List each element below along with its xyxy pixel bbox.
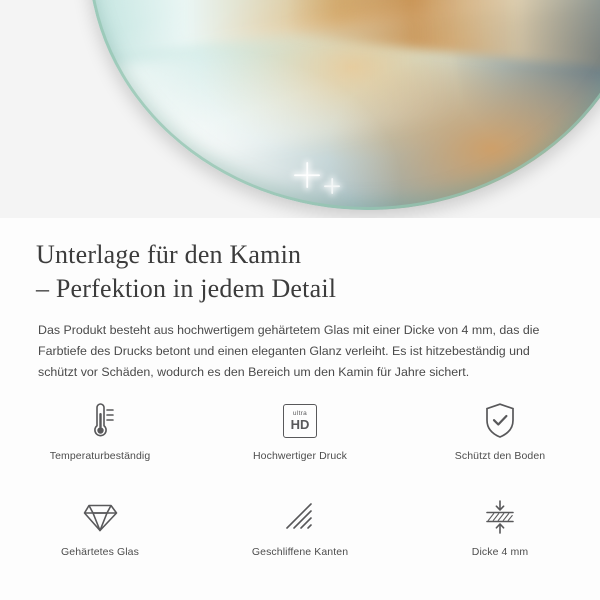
feature-label: Geschliffene Kanten (251, 546, 349, 558)
feature-label: Temperaturbeständig (49, 450, 151, 462)
feature-label: Schützt den Boden (454, 450, 546, 462)
thickness-arrows-icon (482, 496, 518, 538)
feature-item-thickness (400, 488, 600, 576)
polished-edges-icon (283, 496, 317, 538)
sparkle-icon (294, 162, 320, 188)
feature-grid (0, 392, 600, 576)
glass-plate-product-image (88, 0, 600, 210)
thermometer-icon (83, 400, 117, 442)
badge-bottom-text: HD (290, 417, 310, 433)
page-title-line-2: – Perfektion in jedem Detail (36, 274, 337, 303)
text-content (0, 218, 600, 383)
description-paragraph: Das Produkt besteht aus hochwertigem gehärtetem Glas mit einer Dicke von 4 mm, das die Farbtiefe des Drucks betont und einen eleganten Glanz verleiht. Es ist hitzebeständig und schützt vor Schäden, wodurch es den Bereich um den Kamin für Jahre sichert. (38, 323, 540, 379)
ultra-hd-badge-icon (283, 400, 317, 442)
feature-item-polished-edges (200, 488, 400, 576)
feature-label: Hochwertiger Druck (253, 450, 347, 462)
feature-item-tempered-glass (0, 488, 200, 576)
shield-check-icon (483, 400, 517, 442)
diamond-icon (82, 496, 118, 538)
feature-item-temperature-resistant (0, 392, 200, 480)
page-title (0, 218, 600, 306)
feature-label: Gehärtetes Glas (61, 546, 139, 558)
feature-label: Dicke 4 mm (471, 546, 529, 558)
feature-item-floor-protection (400, 392, 600, 480)
hero-image (0, 0, 600, 218)
glass-edge-rim (88, 0, 600, 210)
badge-top-text: ultra (292, 409, 308, 417)
sparkle-icon (324, 178, 340, 194)
feature-item-print-quality (200, 392, 400, 480)
page-title-line-1: Unterlage für den Kamin (36, 240, 302, 269)
